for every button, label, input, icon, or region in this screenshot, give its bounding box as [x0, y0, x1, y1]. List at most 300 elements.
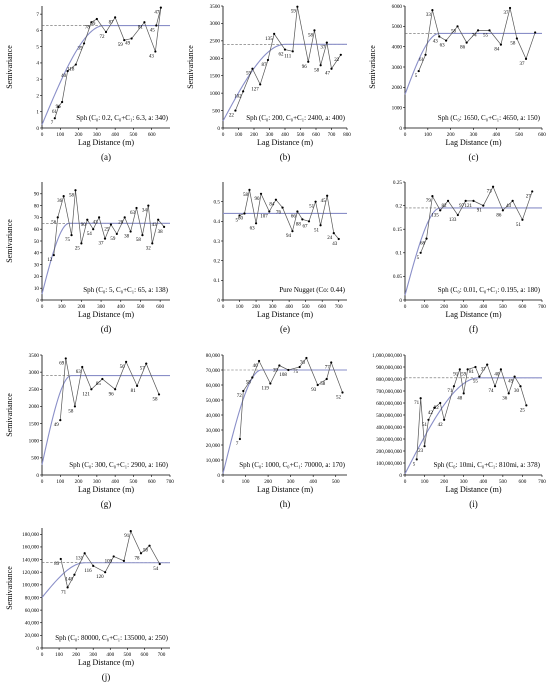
data-point [130, 530, 132, 532]
point-pair-count-label: 74 [488, 389, 494, 395]
y-tick-label: 80 [33, 203, 39, 210]
y-tick-label: 2500 [209, 38, 220, 45]
point-pair-count-label: 49 [125, 41, 131, 47]
data-point [477, 29, 479, 31]
panel-letter: (j) [101, 672, 111, 682]
y-tick-label: 20,000 [205, 442, 220, 449]
data-point [113, 555, 115, 557]
point-pair-count-label: 56 [119, 364, 125, 370]
point-pair-count-label: 37 [503, 11, 509, 17]
data-point [74, 405, 76, 407]
data-point [456, 25, 458, 27]
data-point [243, 212, 245, 214]
y-tick-label: 10 [33, 286, 39, 292]
x-axis-label: Lag Distance (m) [78, 138, 134, 147]
y-tick-label: 40,000 [24, 620, 39, 627]
y-tick-label: 6000 [391, 3, 402, 10]
data-point [98, 216, 100, 218]
x-tick-label: 200 [77, 304, 86, 310]
point-pair-count-label: 69 [59, 361, 65, 367]
point-pair-count-label: 72 [99, 35, 105, 41]
data-point [242, 390, 244, 392]
data-point [425, 238, 427, 240]
data-point [54, 117, 56, 119]
data-point [478, 376, 480, 378]
point-pair-count-label: 85 [95, 382, 101, 387]
model-caption: Sph (C₀: 1000, C₀+C₁: 70000, a: 170) [239, 461, 345, 469]
point-pair-count-label: 61 [419, 57, 425, 63]
point-pair-count-label: 55 [482, 33, 488, 39]
data-point [151, 242, 153, 244]
y-tick-label: 600,000,000 [376, 400, 402, 407]
y-tick-label: 20,000 [24, 633, 39, 640]
x-axis-label: Lag Distance (m) [78, 658, 134, 667]
data-point [296, 210, 298, 212]
data-point [313, 29, 315, 31]
data-point [278, 364, 280, 366]
point-pair-count-label: 92 [433, 406, 439, 411]
point-pair-count-label: 43 [432, 39, 438, 45]
data-point [63, 195, 65, 197]
data-point [319, 224, 321, 226]
panel-letter: (e) [280, 324, 290, 334]
point-pair-count-label: 42 [437, 422, 443, 428]
point-pair-count-label: 37 [480, 367, 486, 373]
point-pair-count-label: 22 [228, 113, 234, 119]
y-tick-label: 6 [36, 28, 39, 35]
x-tick-label: 300 [286, 479, 295, 485]
data-point [508, 392, 510, 394]
model-caption: Sph (C₀: 5, C₀+C₁: 65, a: 138) [83, 286, 168, 294]
data-point [474, 366, 476, 368]
data-point [155, 24, 157, 26]
point-pair-count-label: 119 [261, 386, 269, 392]
point-pair-count-label: 80 [237, 216, 243, 222]
panel-letter: (c) [468, 152, 479, 162]
y-tick-label: 160,000 [22, 544, 39, 551]
model-caption: Sph (C₀: 1650, C₀+C₁: 4650, a: 150) [437, 114, 540, 122]
point-pair-count-label: 38 [124, 234, 130, 240]
data-point [61, 101, 63, 103]
x-tick-label: 100 [57, 304, 66, 310]
point-pair-count-label: 43 [92, 220, 98, 226]
x-tick-label: 300 [89, 652, 98, 658]
point-pair-count-label: 62 [278, 52, 284, 58]
y-tick-label: 0.05 [392, 274, 402, 281]
x-tick-label: 500 [515, 132, 524, 138]
data-point [453, 385, 455, 387]
point-pair-count-label: 121 [82, 392, 90, 398]
data-point [500, 44, 502, 46]
data-point [136, 385, 138, 387]
data-point [83, 42, 85, 44]
data-point [326, 42, 328, 44]
point-pair-count-label: 91 [453, 372, 459, 378]
point-pair-count-label: 96 [108, 392, 114, 398]
point-pair-count-label: 75 [65, 238, 71, 244]
y-tick-label: 20 [33, 274, 39, 281]
point-pair-count-label: 87 [108, 20, 114, 26]
data-point [251, 376, 253, 378]
point-pair-count-label: 70 [299, 361, 305, 366]
data-point [427, 419, 429, 421]
point-pair-count-label: 32 [145, 246, 151, 252]
y-tick-label: 40,000 [205, 412, 220, 419]
x-tick-label: 600 [156, 304, 165, 310]
y-tick-label: 1 [36, 109, 39, 116]
point-pair-count-label: 84 [494, 47, 500, 53]
panel-letter: (i) [469, 499, 478, 509]
data-point [148, 545, 150, 547]
data-point [154, 50, 156, 52]
model-curve [223, 370, 347, 474]
point-pair-count-label: 33 [425, 13, 431, 19]
data-point [65, 357, 67, 359]
y-tick-label: 0 [36, 125, 39, 132]
x-tick-label: 0 [403, 304, 407, 310]
y-tick-label: 5 [36, 44, 39, 51]
point-pair-count-label: 5 [235, 218, 239, 224]
point-pair-count-label: 120 [96, 575, 104, 581]
data-point [104, 571, 106, 573]
y-tick-label: 3000 [28, 369, 39, 376]
point-pair-count-label: 43 [151, 222, 157, 228]
y-tick-label: 0 [217, 125, 220, 132]
data-point [307, 61, 309, 63]
y-tick-label: 500 [31, 455, 39, 462]
point-pair-count-label: 25 [104, 227, 110, 233]
point-pair-count-label: 71 [61, 590, 67, 596]
y-tick-label: 0.25 [392, 179, 402, 186]
x-tick-label: 400 [479, 479, 488, 485]
y-tick-label: 0 [36, 645, 39, 652]
x-tick-label: 500 [301, 304, 310, 310]
data-point [242, 90, 244, 92]
point-pair-count-label: 58 [68, 193, 74, 199]
x-tick-label: 200 [74, 479, 83, 485]
x-tick-label: 400 [111, 132, 120, 138]
data-point [239, 438, 241, 440]
point-pair-count-label: 58 [314, 68, 320, 74]
data-point [90, 388, 92, 390]
point-pair-count-label: 23 [418, 449, 424, 455]
panel-letter: (b) [279, 152, 291, 162]
y-tick-label: 500 [212, 108, 220, 115]
data-point [502, 209, 504, 211]
x-tick-label: 400 [492, 132, 501, 138]
point-pair-count-label: 51 [515, 222, 521, 228]
point-pair-count-label: 52 [335, 395, 341, 401]
point-pair-count-label: 69 [90, 22, 96, 28]
x-tick-label: 100 [420, 304, 429, 310]
x-tick-label: 300 [97, 304, 105, 310]
data-point [143, 21, 145, 23]
panel-g [5, 353, 174, 509]
y-tick-label: 500,000,000 [376, 412, 402, 419]
data-point [492, 186, 494, 188]
point-pair-count-label: 58 [320, 382, 326, 387]
y-tick-label: 1500 [209, 73, 220, 80]
data-point [486, 364, 488, 366]
data-point [140, 552, 142, 554]
point-pair-count-label: 43 [506, 203, 512, 209]
x-tick-label: 0 [40, 132, 44, 138]
x-tick-label: 600 [518, 304, 527, 310]
x-tick-label: 100 [234, 132, 243, 138]
model-caption: Sph (C₀: 10mi, C₀+C₁: 810mi, a: 378) [433, 461, 540, 469]
data-point [509, 7, 511, 9]
y-axis-label: Semivariance [5, 566, 14, 610]
data-point [463, 392, 465, 394]
point-pair-count-label: 40 [494, 372, 500, 378]
data-point [81, 366, 83, 368]
point-pair-count-label: 87 [261, 63, 267, 69]
x-tick-label: 700 [327, 132, 336, 138]
y-tick-label: 0.15 [392, 227, 402, 233]
data-point [255, 222, 257, 224]
data-point [534, 31, 536, 33]
data-point [494, 385, 496, 387]
point-pair-count-label: 78 [134, 556, 140, 562]
y-tick-label: 0 [399, 297, 402, 304]
x-axis-label: Lag Distance (m) [445, 310, 502, 319]
x-tick-label: 100 [420, 479, 429, 485]
x-tick-label: 400 [281, 132, 289, 138]
y-tick-label: 30,000 [205, 427, 220, 434]
point-pair-count-label: 84 [269, 202, 275, 208]
data-point [472, 200, 474, 202]
data-point [130, 230, 132, 232]
point-pair-count-label: 56 [51, 220, 57, 226]
x-tick-label: 500 [129, 132, 138, 138]
x-tick-label: 800 [343, 132, 351, 138]
point-pair-count-label: 48 [457, 396, 463, 402]
point-pair-count-label: 34 [141, 208, 147, 214]
point-pair-count-label: 71 [447, 389, 453, 395]
point-pair-count-label: 81 [137, 25, 143, 31]
y-tick-label: 30 [33, 262, 39, 269]
x-tick-label: 300 [469, 132, 478, 138]
y-tick-label: 0 [36, 297, 39, 304]
point-pair-count-label: 93 [311, 388, 317, 393]
data-point [70, 234, 72, 236]
y-tick-label: 50 [33, 238, 39, 245]
data-point [439, 402, 441, 404]
data-point [341, 391, 343, 393]
point-pair-count-label: 91 [476, 208, 482, 214]
point-pair-count-label: 86 [460, 45, 466, 51]
point-pair-count-label: 47 [325, 71, 330, 77]
x-tick-label: 500 [498, 479, 507, 485]
x-tick-label: 400 [479, 304, 488, 310]
y-tick-label: 0.1 [395, 250, 402, 257]
point-pair-count-label: 30 [513, 389, 519, 395]
data-point [326, 378, 328, 380]
point-pair-count-label: 89 [54, 561, 60, 567]
panel-e [214, 182, 347, 334]
data-point [92, 565, 94, 567]
point-pair-count-label: 66 [290, 214, 296, 220]
x-axis-label: Lag Distance (m) [257, 485, 313, 494]
data-point [301, 218, 303, 220]
data-point [519, 385, 521, 387]
y-tick-label: 3500 [28, 352, 39, 359]
data-point [281, 206, 283, 208]
data-point [317, 384, 319, 386]
point-pair-count-label: 81 [468, 370, 474, 375]
y-tick-label: 0 [399, 472, 402, 479]
point-pair-count-label: 59 [290, 9, 296, 15]
x-tick-label: 600 [140, 652, 149, 658]
point-pair-count-label: 116 [84, 568, 92, 574]
data-point [521, 219, 523, 221]
data-point [80, 242, 82, 244]
point-pair-count-label: 73 [486, 189, 492, 195]
point-pair-count-label: 133 [448, 218, 457, 224]
y-tick-label: 800,000,000 [376, 376, 402, 383]
data-point [305, 357, 307, 359]
x-tick-label: 200 [446, 132, 455, 138]
panel-a [5, 6, 170, 162]
x-tick-label: 100 [235, 304, 244, 310]
data-point [330, 361, 332, 363]
y-tick-label: 0.3 [213, 238, 220, 245]
y-tick-label: 0.2 [213, 258, 220, 265]
y-tick-label: 4 [36, 60, 39, 67]
panel-letter: (h) [279, 499, 291, 509]
data-point [248, 189, 250, 191]
y-tick-label: 2000 [391, 85, 402, 92]
point-pair-count-label: 63 [130, 210, 136, 216]
point-pair-count-label: 68 [420, 241, 426, 247]
x-tick-label: 300 [459, 479, 468, 485]
point-pair-count-label: 37 [519, 61, 525, 67]
point-pair-count-label: 59 [245, 71, 251, 77]
point-pair-count-label: 135 [431, 213, 439, 219]
x-tick-label: 600 [538, 132, 546, 138]
y-tick-label: 1000 [209, 90, 220, 97]
data-point [234, 109, 236, 111]
point-pair-count-label: 46 [252, 364, 258, 369]
point-pair-count-label: 43 [332, 242, 338, 248]
point-pair-count-label: 90 [80, 222, 86, 228]
y-axis-label: Semivariance [5, 45, 14, 89]
point-pair-count-label: 148 [65, 577, 73, 583]
panel-letter: (a) [101, 152, 111, 162]
panel-j [5, 528, 170, 682]
panel-letter: (g) [100, 499, 112, 509]
data-point [512, 200, 514, 202]
y-tick-label: 10,000 [205, 457, 220, 464]
point-pair-count-label: 90 [254, 196, 260, 202]
point-pair-count-label: 111 [284, 54, 292, 60]
point-pair-count-label: 42 [427, 410, 433, 416]
y-tick-label: 4000 [391, 44, 402, 51]
point-pair-count-label: 43 [148, 54, 154, 60]
y-tick-label: 0 [399, 125, 402, 132]
data-point [447, 200, 449, 202]
data-point [110, 223, 112, 225]
data-point [500, 368, 502, 370]
data-point [267, 59, 269, 61]
point-pair-count-label: 25 [74, 246, 80, 252]
x-tick-label: 0 [403, 479, 407, 485]
data-point [333, 232, 335, 234]
x-tick-label: 300 [459, 304, 468, 310]
point-pair-count-label: 36 [57, 199, 63, 205]
data-point [131, 37, 133, 39]
x-tick-label: 0 [40, 652, 44, 658]
point-pair-count-label: 63 [75, 370, 81, 375]
point-pair-count-label: 63 [249, 226, 255, 232]
panel-i [372, 353, 546, 509]
data-point [141, 234, 143, 236]
y-tick-label: 400,000,000 [376, 424, 402, 431]
point-pair-count-label: 22 [334, 57, 340, 63]
point-pair-count-label: 97 [459, 203, 465, 209]
point-pair-count-label: 79 [425, 199, 431, 205]
point-pair-count-label: 39 [77, 46, 83, 52]
y-tick-label: 80,000 [24, 595, 39, 602]
x-tick-label: 600 [518, 479, 527, 485]
x-tick-label: 600 [147, 479, 156, 485]
point-pair-count-label: 118 [67, 67, 75, 73]
x-tick-label: 700 [166, 479, 174, 485]
point-pair-count-label: 131 [75, 556, 84, 562]
x-tick-label: 100 [56, 132, 65, 138]
data-point [445, 39, 447, 41]
y-tick-label: 1000 [28, 438, 39, 445]
model-caption: Sph (C₀: 80000, C₀+C₁: 135000, a: 250) [55, 634, 168, 642]
panel-h [206, 353, 347, 509]
data-point [340, 54, 342, 56]
data-point [57, 216, 59, 218]
point-pair-count-label: 37 [320, 45, 326, 51]
point-pair-count-label: 127 [251, 87, 259, 93]
point-pair-count-label: 86 [496, 213, 502, 219]
x-tick-label: 100 [241, 479, 250, 485]
x-tick-label: 100 [423, 132, 432, 138]
data-point [158, 393, 160, 395]
point-pair-count-label: 38 [157, 229, 163, 235]
y-tick-label: 40 [33, 250, 39, 257]
x-tick-label: 500 [498, 304, 507, 310]
data-point [308, 220, 310, 222]
data-point [159, 563, 161, 565]
x-tick-label: 500 [129, 479, 138, 485]
x-tick-label: 600 [318, 304, 327, 310]
model-caption: Pure Nugget (Co: 0.44) [279, 286, 345, 294]
x-tick-label: 0 [221, 132, 225, 138]
data-point [330, 68, 332, 70]
point-pair-count-label: 28 [118, 220, 124, 226]
y-tick-label: 0.4 [213, 219, 220, 226]
y-tick-label: 2000 [209, 56, 220, 63]
point-pair-count-label: 5 [412, 462, 416, 468]
point-pair-count-label: 59 [461, 372, 467, 378]
point-pair-count-label: 55 [472, 379, 478, 385]
data-point [531, 190, 533, 192]
x-tick-label: 400 [106, 652, 115, 658]
data-point [514, 376, 516, 378]
x-tick-label: 700 [334, 304, 343, 310]
point-pair-count-label: 67 [302, 224, 308, 230]
y-tick-label: 1000 [391, 105, 402, 112]
data-point [424, 54, 426, 56]
point-pair-count-label: 72 [236, 394, 242, 399]
x-axis-label: Lag Distance (m) [78, 310, 134, 319]
model-caption: Sph (C₀: 0.2, C₀+C₁: 6.3, a: 340) [76, 114, 168, 122]
